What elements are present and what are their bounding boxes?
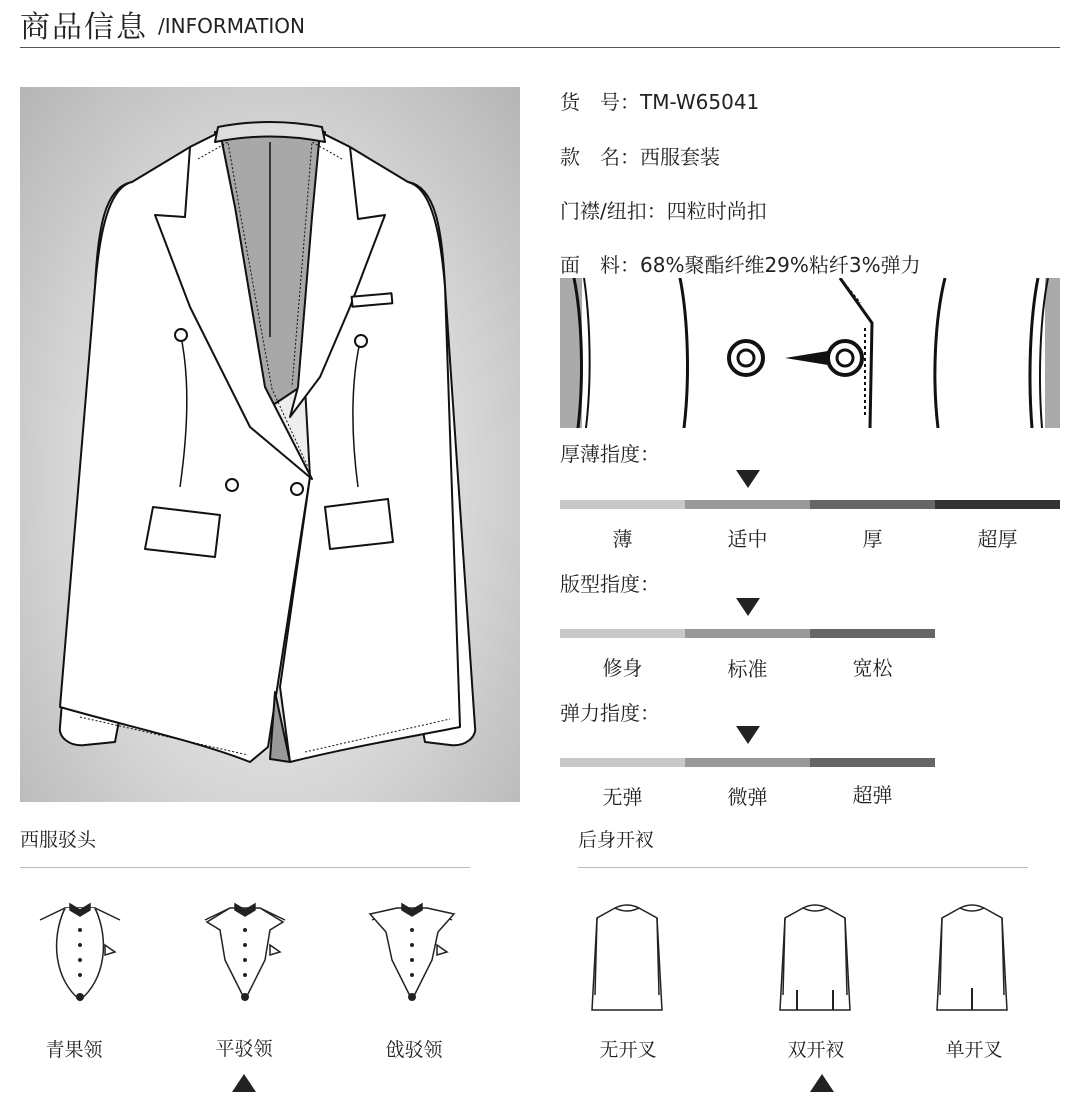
fit-option: 宽松	[852, 656, 893, 680]
button-closeup-icon	[560, 278, 1060, 428]
no-vent-icon	[587, 900, 667, 1015]
lapel-option: 平驳领	[215, 1038, 273, 1060]
lapel-option: 青果领	[45, 1039, 103, 1061]
thickness-marker-icon	[736, 470, 760, 488]
elasticity-option: 微弹	[727, 785, 768, 809]
lapel-selected-marker-icon	[232, 1074, 256, 1092]
fit-marker-icon	[736, 598, 760, 616]
single-vent-icon	[932, 900, 1012, 1015]
double-vent-icon	[775, 900, 855, 1015]
spec-item-name	[560, 141, 720, 170]
fit-bar-segment	[685, 629, 810, 638]
vent-option: 双开衩	[787, 1039, 845, 1061]
page-subtitle: /INFORMATION	[158, 14, 305, 38]
vent-option: 无开叉	[599, 1039, 657, 1061]
lapel-title: 西服驳头	[20, 829, 97, 851]
thickness-title: 厚薄指度：	[560, 442, 660, 466]
lapel-divider	[20, 867, 470, 868]
elasticity-bar-segment	[560, 758, 685, 767]
fit-option: 标准	[727, 657, 768, 681]
lapel-option: 戗驳领	[385, 1039, 443, 1061]
elasticity-option: 无弹	[602, 785, 643, 809]
page-title: 商品信息	[20, 10, 148, 45]
spec-label: 货 号：	[560, 90, 640, 114]
spec-item-button	[560, 195, 767, 224]
header-divider	[20, 47, 1060, 48]
spec-label: 门襟/纽扣：	[560, 199, 667, 223]
fit-bar-segment	[560, 629, 685, 638]
thickness-bar-segment	[685, 500, 810, 509]
thickness-bar-segment	[810, 500, 935, 509]
thickness-option: 适中	[727, 527, 768, 551]
elasticity-marker-icon	[736, 726, 760, 744]
fit-title: 版型指度：	[560, 572, 660, 596]
spec-label: 面 料：	[560, 253, 640, 277]
elasticity-bar-segment	[685, 758, 810, 767]
spec-item-fabric	[560, 249, 921, 278]
elasticity-title: 弹力指度：	[560, 701, 660, 725]
thickness-bar-segment	[560, 500, 685, 509]
elasticity-option: 超弹	[852, 783, 893, 807]
vent-selected-marker-icon	[810, 1074, 834, 1092]
shawl-collar-icon	[30, 900, 130, 1010]
vent-title: 后身开衩	[578, 829, 655, 851]
vent-option: 单开叉	[945, 1039, 1003, 1061]
spec-value: 四粒时尚扣	[666, 199, 767, 223]
button-detail-image	[560, 278, 1060, 428]
spec-item-number	[560, 86, 759, 115]
thickness-bar-segment	[935, 500, 1060, 509]
notch-lapel-icon	[195, 900, 295, 1010]
jacket-illustration	[20, 87, 520, 802]
thickness-option: 薄	[612, 527, 633, 551]
peak-lapel-icon	[362, 900, 462, 1010]
thickness-option: 厚	[862, 527, 883, 551]
spec-value: 68%聚酯纤维29%粘纤3%弹力	[640, 253, 921, 277]
fit-bar-segment	[810, 629, 935, 638]
spec-label: 款 名：	[560, 145, 640, 169]
vent-divider	[578, 867, 1028, 868]
fit-option: 修身	[602, 656, 643, 680]
spec-value: 西服套装	[640, 145, 720, 169]
spec-value: TM-W65041	[640, 90, 760, 114]
jacket-sketch-icon	[20, 87, 520, 802]
elasticity-bar-segment	[810, 758, 935, 767]
thickness-option: 超厚	[977, 527, 1018, 551]
